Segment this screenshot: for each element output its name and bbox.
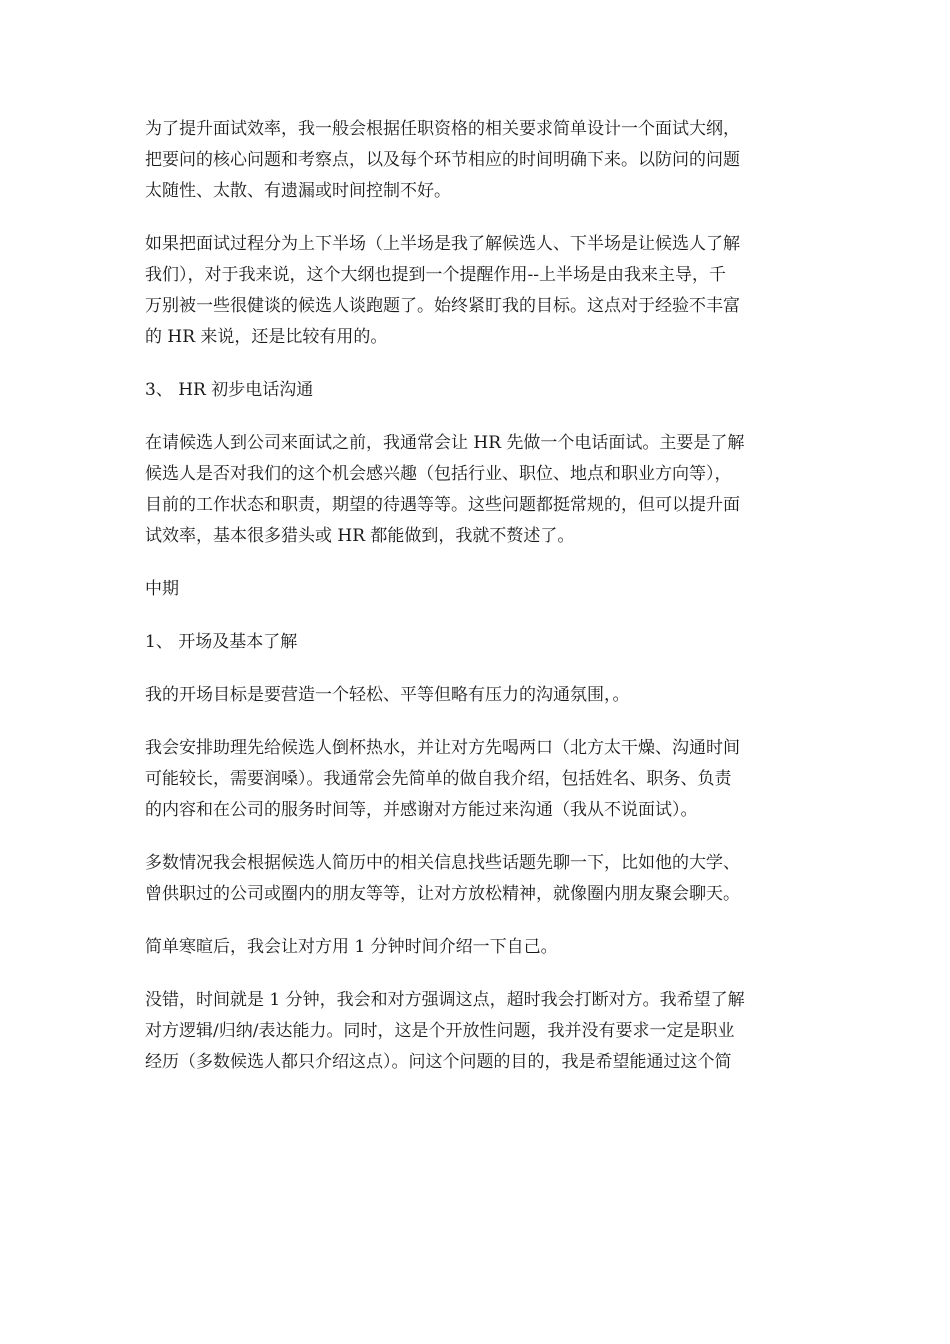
text-line: 多数情况我会根据候选人简历中的相关信息找些话题先聊一下，比如他的大学、 <box>145 853 740 873</box>
paragraph <box>145 932 805 963</box>
text-line: 万别被一些很健谈的候选人谈跑题了。始终紧盯我的目标。这点对于经验不丰富 <box>145 296 740 316</box>
text-line: 没错，时间就是 1 分钟，我会和对方强调这点，超时我会打断对方。我希望了解 <box>145 990 745 1010</box>
text-line: 把要问的核心问题和考察点，以及每个环节相应的时间明确下来。以防问的问题 <box>145 150 740 170</box>
paragraph <box>145 229 805 353</box>
paragraph <box>145 680 805 711</box>
text-line: 经历（多数候选人都只介绍这点）。问这个问题的目的，我是希望能通过这个简 <box>145 1052 732 1072</box>
text-line: 为了提升面试效率，我一般会根据任职资格的相关要求简单设计一个面试大纲， <box>145 119 740 139</box>
text-line: 简单寒暄后，我会让对方用 1 分钟时间介绍一下自己。 <box>145 937 558 957</box>
text-line: 太随性、太散、有遗漏或时间控制不好。 <box>145 181 451 201</box>
text-line: 试效率，基本很多猎头或 HR 都能做到，我就不赘述了。 <box>145 526 575 546</box>
heading-text: 3、 HR 初步电话沟通 <box>145 380 314 400</box>
text-line: 对方逻辑/归纳/表达能力。同时，这是个开放性问题，我并没有要求一定是职业 <box>145 1021 735 1041</box>
text-line: 的内容和在公司的服务时间等，并感谢对方能过来沟通（我从不说面试）。 <box>145 800 698 820</box>
text-line: 候选人是否对我们的这个机会感兴趣（包括行业、职位、地点和职业方向等）， <box>145 464 732 484</box>
text-line: 在请候选人到公司来面试之前，我通常会让 HR 先做一个电话面试。主要是了解 <box>145 433 745 453</box>
heading-text: 中期 <box>145 579 179 599</box>
paragraph <box>145 848 805 910</box>
text-line: 我会安排助理先给候选人倒杯热水，并让对方先喝两口（北方太干燥、沟通时间 <box>145 738 740 758</box>
paragraph <box>145 985 805 1078</box>
text-line: 我们），对于我来说，这个大纲也提到一个提醒作用--上半场是由我来主导，千 <box>145 265 726 285</box>
section-heading <box>145 574 805 605</box>
text-line: 目前的工作状态和职责，期望的待遇等等。这些问题都挺常规的，但可以提升面 <box>145 495 740 515</box>
paragraph <box>145 733 805 826</box>
paragraph <box>145 428 805 552</box>
section-heading <box>145 375 805 406</box>
heading-text: 1、 开场及基本了解 <box>145 632 298 652</box>
section-heading <box>145 627 805 658</box>
text-line: 我的开场目标是要营造一个轻松、平等但略有压力的沟通氛围，。 <box>145 685 630 705</box>
text-line: 如果把面试过程分为上下半场（上半场是我了解候选人、下半场是让候选人了解 <box>145 234 740 254</box>
text-line: 可能较长，需要润嗓）。我通常会先简单的做自我介绍，包括姓名、职务、负责 <box>145 769 732 789</box>
text-line: 的 HR 来说，还是比较有用的。 <box>145 327 388 347</box>
paragraph <box>145 114 805 207</box>
document-body <box>145 114 805 1100</box>
text-line: 曾供职过的公司或圈内的朋友等等，让对方放松精神，就像圈内朋友聚会聊天。 <box>145 884 740 904</box>
